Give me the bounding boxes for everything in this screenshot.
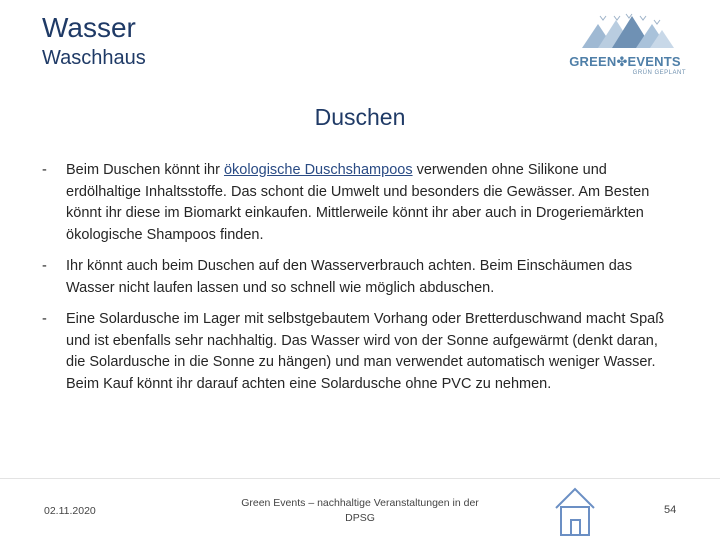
bullet-text: Eine Solardusche im Lager mit selbstgebautem Vorhang oder Bretterduschwand macht Spaß und ist ebenfalls sehr nachhaltig. Das Wasser wird von der Sonne aufgewärmt (denkt daran, die Solardusche in die Sonne zu hängen) und man verwendet automatisch weniger Wasser. Beim Kauf könnt ihr darauf achten eine Solardusche ohne PVC zu nehmen. [66, 311, 665, 392]
bullet-text-part: Beim Duschen könnt ihr [66, 162, 224, 178]
bullet-list [42, 160, 672, 405]
section-heading: Duschen [314, 104, 406, 130]
bullet-item [42, 309, 672, 395]
slide-title: Wasser [42, 12, 136, 43]
page-number: 54 [664, 504, 677, 516]
bullet-marker: - [42, 311, 47, 327]
bullet-text-part: verwenden ohne Silikone und erdölhaltige Inhaltsstoffe. Das schont die Umwelt und besonders die Gewässer. Am Besten könnt ihr diese im Biomarkt einkaufen. Mittlerweile könnt ihr aber auch in Drogeriemärkten ökologische Shampoos finden. [66, 162, 650, 243]
logo-tagline: GRÜN GEPLANT [632, 70, 686, 76]
home-icon[interactable] [553, 486, 597, 538]
footer-divider [0, 478, 720, 479]
footer-date: 02.11.2020 [44, 505, 96, 517]
bullet-item [42, 160, 672, 246]
slide-subtitle: Waschhaus [42, 47, 146, 69]
bullet-marker: - [42, 258, 47, 274]
shampoo-link[interactable]: ökologische Duschshampoos [223, 162, 413, 178]
bullet-text: Ihr könnt auch beim Duschen auf den Wasserverbrauch achten. Beim Einschäumen das Wasser nicht laufen lassen und so schnell wie möglich abduschen. [66, 258, 633, 296]
footer-caption: Green Events – nachhaltige Veranstaltungen in der DPSG [241, 497, 479, 524]
logo-wordmark: GREEN✤EVENTS [569, 54, 681, 69]
mountain-tent-icon [560, 12, 690, 54]
bullet-item [42, 256, 672, 299]
bullet-marker: - [42, 162, 47, 178]
green-events-logo [560, 12, 692, 78]
